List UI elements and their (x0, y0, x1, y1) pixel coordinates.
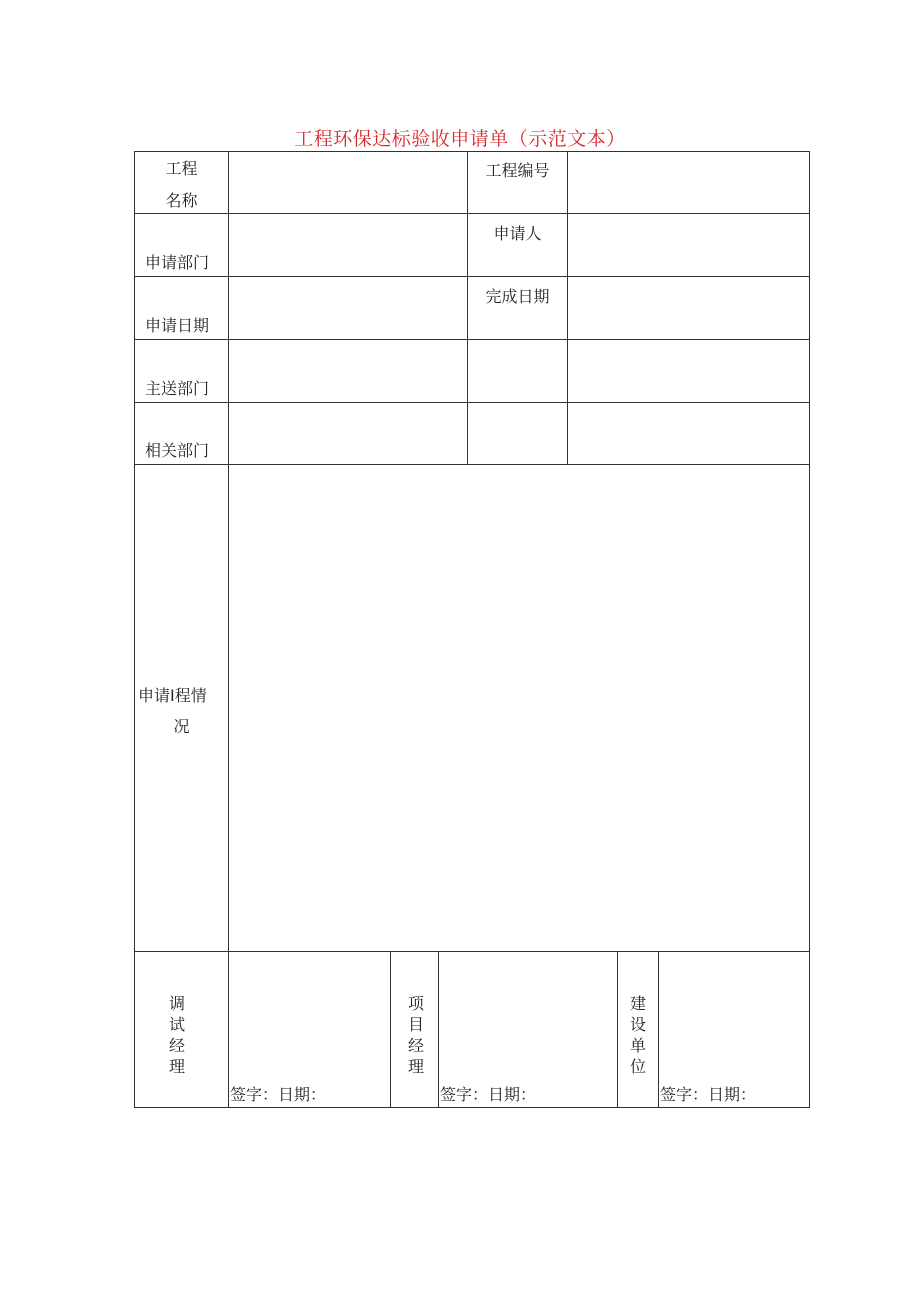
debug-manager-label (167, 993, 187, 1077)
situation-label-line2: 况 (173, 717, 190, 736)
situation-field[interactable] (229, 465, 809, 951)
project-number-field[interactable] (568, 152, 809, 213)
project-name-field[interactable] (229, 152, 467, 213)
blank-cell[interactable] (468, 403, 567, 464)
label-char: 理 (168, 1057, 185, 1076)
table-border-right (809, 151, 810, 1108)
table-border-left (134, 151, 135, 1108)
situation-label-line1: 申请Ⅰ程情 (138, 686, 207, 705)
label-char: 试 (168, 1015, 185, 1034)
apply-dept-field[interactable] (229, 214, 467, 276)
main-dept-label: 主送部门 (145, 379, 210, 398)
build-unit-sign-date: 签字：日期： (660, 1085, 757, 1104)
applicant-field[interactable] (568, 214, 809, 276)
project-name-label-line2: 名称 (165, 191, 198, 210)
label-char: 调 (168, 994, 185, 1013)
project-manager-sign-date: 签字：日期： (440, 1085, 537, 1104)
label-char: 经 (168, 1036, 185, 1055)
label-char: 建 (629, 994, 646, 1013)
col-divider (390, 951, 391, 1108)
complete-date-label: 完成日期 (485, 287, 550, 306)
apply-date-label: 申请日期 (145, 316, 210, 335)
label-char: 理 (407, 1057, 424, 1076)
blank-cell[interactable] (568, 403, 809, 464)
table-border-bottom (134, 1107, 810, 1108)
related-dept-label: 相关部门 (145, 441, 210, 460)
main-dept-field[interactable] (229, 340, 467, 402)
label-char: 设 (629, 1015, 646, 1034)
build-unit-label (628, 993, 648, 1077)
debug-manager-sign-date: 签字：日期： (230, 1085, 327, 1104)
col-divider (617, 951, 618, 1108)
page-title: 工程环保达标验收申请单（示范文本） (294, 128, 626, 150)
complete-date-field[interactable] (568, 277, 809, 339)
apply-dept-label: 申请部门 (145, 253, 210, 272)
project-manager-label (406, 993, 426, 1077)
label-char: 目 (407, 1015, 424, 1034)
apply-date-field[interactable] (229, 277, 467, 339)
label-char: 项 (407, 994, 424, 1013)
project-number-label: 工程编号 (485, 161, 550, 180)
applicant-label: 申请人 (493, 224, 542, 243)
project-name-label-line1: 工程 (165, 159, 198, 178)
related-dept-field[interactable] (229, 403, 467, 464)
blank-cell[interactable] (568, 340, 809, 402)
blank-cell[interactable] (468, 340, 567, 402)
label-char: 单 (629, 1036, 646, 1055)
label-char: 经 (407, 1036, 424, 1055)
label-char: 位 (629, 1057, 646, 1076)
